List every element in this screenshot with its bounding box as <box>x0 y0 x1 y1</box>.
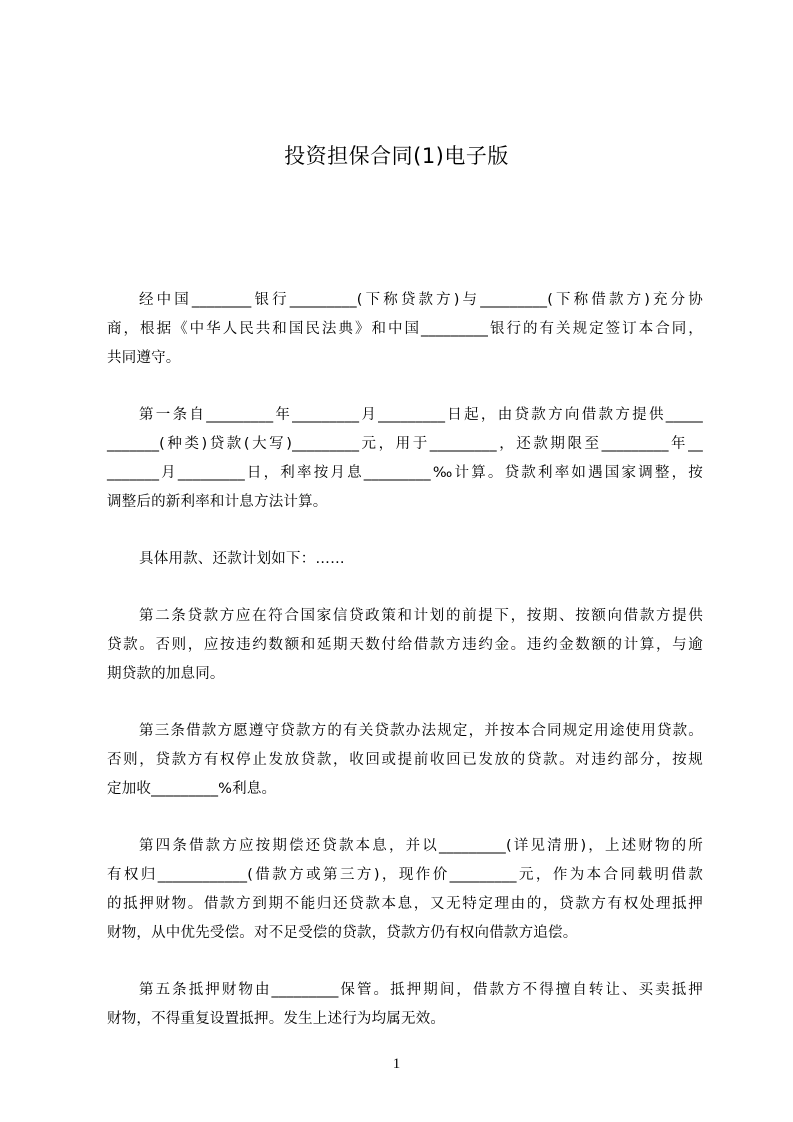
paragraph-line: 第二条贷款方应在符合国家信贷政策和计划的前提下，按期、按额向借款方提供 <box>139 608 703 624</box>
document-body <box>107 286 703 1062</box>
paragraph-line: 具体用款、还款计划如下：…… <box>139 551 345 567</box>
paragraph-line: 定加收_________%利息。 <box>107 781 277 797</box>
page-title: 投资担保合同(1)电子版 <box>284 144 509 168</box>
page-number: 1 <box>392 1056 401 1072</box>
paragraph-line: 调整后的新利率和计息方法计算。 <box>107 494 328 510</box>
paragraph-line: 经中国________银行_________(下称贷款方)与_________(下称借款方)充分协 <box>139 292 703 308</box>
paragraph-line: 的抵押财物。借款方到期不能归还贷款本息，又无特定理由的，贷款方有权处理抵押 <box>107 896 703 912</box>
paragraph-plan <box>107 545 703 574</box>
paragraph-article-2 <box>107 602 703 689</box>
paragraph-line: 第一条自_________年_________月_________日起，由贷款方向借款方提供_____ <box>139 407 703 423</box>
paragraph-line: _______(种类)贷款(大写)_________元，用于_________，还款期限至_________年__ <box>107 436 703 452</box>
paragraph-line: 贷款。否则，应按违约数额和延期天数付给借款方违约金。违约金数额的计算，与逾 <box>107 637 703 653</box>
paragraph-line: _______月_________日，利率按月息_________‰计算。贷款利率如遇国家调整，按 <box>107 465 703 481</box>
paragraph-line: 第三条借款方愿遵守贷款方的有关贷款办法规定，并按本合同规定用途使用贷款。 <box>139 723 703 739</box>
paragraph-article-4 <box>107 832 703 948</box>
paragraph-article-1 <box>107 401 703 517</box>
paragraph-line: 第五条抵押财物由_________保管。抵押期间，借款方不得擅自转让、买卖抵押 <box>139 982 703 998</box>
paragraph-line: 商，根据《中华人民共和国民法典》和中国_________银行的有关规定签订本合同， <box>107 321 703 337</box>
paragraph-line: 否则，贷款方有权停止发放贷款，收回或提前收回已发放的贷款。对违约部分，按规 <box>107 752 703 768</box>
paragraph-line: 第四条借款方应按期偿还贷款本息，并以_________(详见清册)，上述财物的所 <box>139 838 703 854</box>
paragraph-line: 共同遵守。 <box>107 350 181 366</box>
paragraph-line: 有权归____________(借款方或第三方)，现作价_________元，作为本合同载明借款 <box>107 867 703 883</box>
paragraph-line: 财物，不得重复设置抵押。发生上述行为均属无效。 <box>107 1011 446 1027</box>
paragraph-preamble <box>107 286 703 373</box>
paragraph-article-5 <box>107 976 703 1034</box>
paragraph-line: 财物，从中优先受偿。对不足受偿的贷款，贷款方仍有权向借款方追偿。 <box>107 925 578 941</box>
paragraph-article-3 <box>107 717 703 804</box>
paragraph-line: 期贷款的加息同。 <box>107 666 225 682</box>
